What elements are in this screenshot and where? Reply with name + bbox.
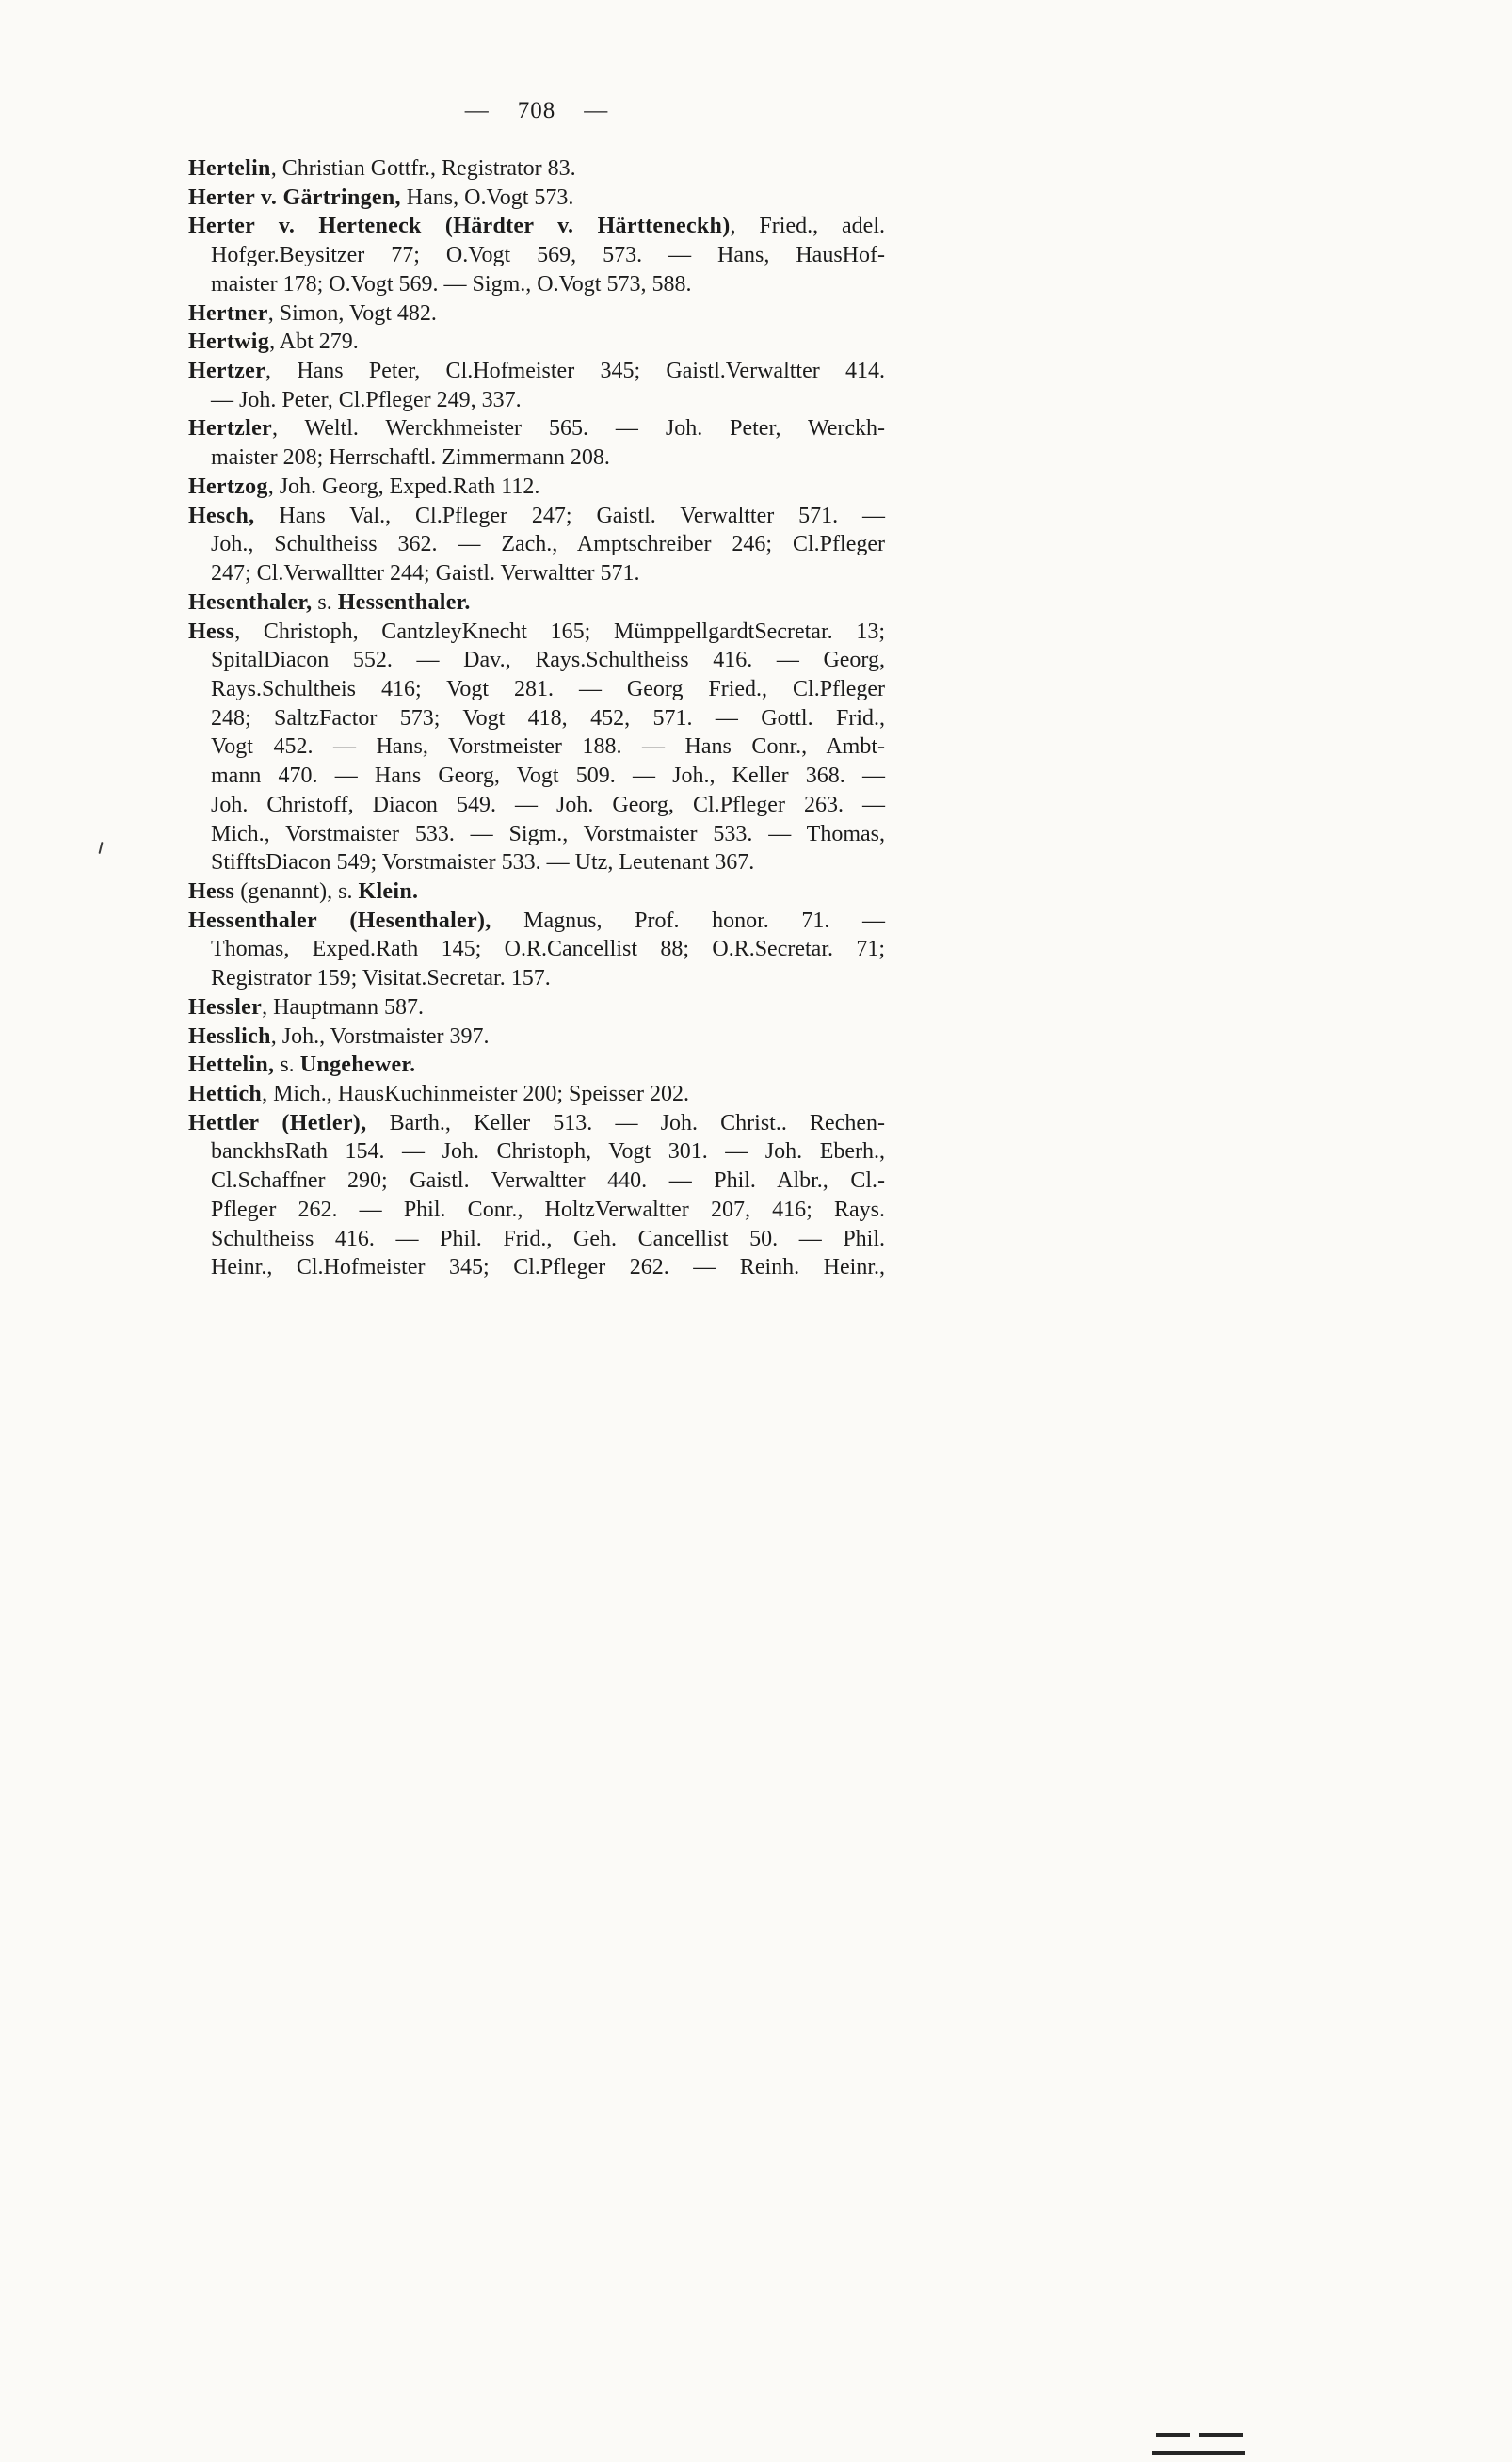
entry-body-text: Cl.Schaffner 290; Gaistl. Verwaltter 440. — Phil. Albr., Cl.- [211, 1168, 885, 1194]
entry-body-text: Schultheiss 416. — Phil. Frid., Geh. Cancellist 50. — Phil. [211, 1226, 885, 1251]
entry-body-text: Pfleger 262. — Phil. Conr., HoltzVerwaltter 207, 416; Rays. [211, 1197, 885, 1222]
index-entry [188, 299, 885, 329]
entry-body-text: s. [312, 589, 338, 615]
entry-name-text: Hettler (Hetler), [188, 1110, 367, 1135]
entry-line [188, 1022, 885, 1052]
entry-name-text: Hertzer [188, 359, 266, 384]
entry-line [188, 299, 885, 329]
entry-name-text: Hessenthaler (Hesenthaler), [188, 908, 491, 933]
entry-line [211, 559, 885, 588]
entry-body-text: Thomas, Exped.Rath 145; O.R.Cancellist 88; O.R.Secretar. 71; [211, 937, 885, 962]
index-entry [188, 212, 885, 298]
margin-stray-mark [98, 842, 103, 854]
entry-name-text: Hertzog [188, 474, 268, 499]
entry-body-text: 247; Cl.Verwalltter 244; Gaistl. Verwaltter 571. [211, 561, 640, 587]
entry-line [188, 588, 885, 618]
entry-body-text: Hans, O.Vogt 573. [400, 185, 574, 210]
entry-body-text: mann 470. — Hans Georg, Vogt 509. — Joh., Keller 368. — [211, 764, 885, 789]
entry-line [188, 993, 885, 1022]
entry-line [188, 618, 885, 647]
entry-body-text: banckhsRath 154. — Joh. Christoph, Vogt 301. — Joh. Eberh., [211, 1139, 885, 1165]
header-dash-right: — [584, 98, 609, 123]
entry-line [188, 357, 885, 386]
entry-line [211, 675, 885, 704]
entry-body-text: SpitalDiacon 552. — Dav., Rays.Schultheiss 416. — Georg, [211, 648, 885, 673]
entry-name-text: Hertelin [188, 156, 271, 181]
entry-line [211, 386, 885, 415]
entry-body-text: , Weltl. Werckhmeister 565. — Joh. Peter, Werckh- [272, 416, 885, 442]
entry-name-text: Klein. [358, 878, 419, 904]
entry-body-text: Barth., Keller 513. — Joh. Christ.. Rechen- [366, 1110, 885, 1135]
page-number: 708 [517, 98, 556, 123]
entry-body-text: , Christian Gottfr., Registrator 83. [270, 156, 576, 181]
entry-line [188, 1051, 885, 1080]
entry-line [188, 473, 885, 502]
entry-line [211, 530, 885, 559]
entry-name-text: Hesch, [188, 503, 255, 528]
index-entry [188, 1109, 885, 1282]
entry-line [211, 241, 885, 270]
entry-name-text: Hettich [188, 1082, 263, 1106]
entry-name-text: Hettelin, [188, 1053, 275, 1078]
entry-name-text: Hessler [188, 994, 263, 1020]
entry-line [188, 328, 885, 357]
entry-body-text: Joh., Schultheiss 362. — Zach., Amptschreiber 246; Cl.Pfleger [211, 532, 885, 557]
cropped-rule-segment [1152, 2451, 1245, 2455]
cropped-rule-segment [1156, 2433, 1190, 2437]
entry-body-text: , Christoph, CantzleyKnecht 165; MümppellgardtSecretar. 13; [234, 619, 885, 644]
entry-name-text: Hess [188, 619, 235, 644]
entry-line [211, 704, 885, 733]
index-entry [188, 907, 885, 993]
entry-body-text: Joh. Christoff, Diacon 549. — Joh. Georg, Cl.Pfleger 263. — [211, 792, 885, 817]
index-entry [188, 588, 885, 618]
entry-line [211, 964, 885, 993]
index-entry [188, 1080, 885, 1109]
index-entry [188, 357, 885, 414]
entry-line [188, 1080, 885, 1109]
entry-body-text: Vogt 452. — Hans, Vorstmeister 188. — Hans Conr., Ambt- [211, 734, 885, 760]
entry-line [211, 762, 885, 791]
entry-line [211, 270, 885, 299]
entries [188, 154, 885, 1282]
entry-line [188, 154, 885, 184]
entry-body-text: , Mich., HausKuchinmeister 200; Speisser 202. [262, 1082, 690, 1106]
entry-body-text: , Hans Peter, Cl.Hofmeister 345; Gaistl.Verwaltter 414. [265, 359, 885, 384]
index-entry [188, 154, 885, 184]
entry-line [188, 212, 885, 241]
entry-body-text: s. [274, 1053, 300, 1078]
page-number-header [188, 98, 885, 124]
index-entry [188, 877, 885, 907]
entry-line [188, 184, 885, 213]
entry-body-text: Rays.Schultheis 416; Vogt 281. — Georg Fried., Cl.Pfleger [211, 676, 885, 701]
entry-line [211, 820, 885, 849]
cropped-rule-segment [1199, 2433, 1243, 2437]
entry-body-text: , Joh. Georg, Exped.Rath 112. [267, 474, 540, 499]
entry-body-text: Hans Val., Cl.Pfleger 247; Gaistl. Verwaltter 571. — [254, 503, 885, 528]
index-entry [188, 1022, 885, 1052]
index-entry [188, 1051, 885, 1080]
header-dash-left: — [464, 98, 490, 123]
entry-line [211, 1137, 885, 1167]
entry-body-text: Magnus, Prof. honor. 71. — [491, 908, 885, 933]
entry-body-text: 248; SaltzFactor 573; Vogt 418, 452, 571. — Gottl. Frid., [211, 705, 885, 731]
index-entry [188, 618, 885, 877]
entry-name-text: Hesenthaler, [188, 589, 313, 615]
entry-name-text: Hesslich [188, 1023, 271, 1049]
entry-body-text: Heinr., Cl.Hofmeister 345; Cl.Pfleger 262. — Reinh. Heinr., [211, 1255, 885, 1280]
entry-line [211, 1225, 885, 1254]
index-entry [188, 473, 885, 502]
entry-line [211, 1253, 885, 1282]
entry-body-text: — Joh. Peter, Cl.Pfleger 249, 337. [211, 387, 522, 412]
entry-line [211, 443, 885, 473]
entry-line [211, 935, 885, 964]
entry-line [211, 1196, 885, 1225]
entry-body-text: , Abt 279. [269, 330, 359, 355]
entry-name-text: Hess [188, 878, 235, 904]
entry-name-text: Hertzler [188, 416, 272, 442]
entry-body-text: , Fried., adel. [730, 214, 885, 239]
entry-body-text: (genannt), s. [234, 878, 359, 904]
index-entry [188, 502, 885, 588]
entry-line [211, 848, 885, 877]
entry-line [188, 414, 885, 443]
entry-body-text: StifftsDiacon 549; Vorstmaister 533. — Utz, Leutenant 367. [211, 850, 755, 876]
entry-name-text: Herter v. Herteneck (Härdter v. Härtteneckh) [188, 214, 731, 239]
entry-body-text: Hofger.Beysitzer 77; O.Vogt 569, 573. — Hans, HausHof- [211, 243, 885, 268]
entry-name-text: Hertner [188, 300, 268, 326]
entry-body-text: , Joh., Vorstmaister 397. [270, 1023, 490, 1049]
entry-body-text: Registrator 159; Visitat.Secretar. 157. [211, 966, 551, 991]
entry-line [188, 907, 885, 936]
entry-name-text: Herter v. Gärtringen, [188, 185, 401, 210]
index-entry [188, 993, 885, 1022]
index-entry [188, 414, 885, 472]
entry-name-text: Hertwig [188, 330, 270, 355]
page-bottom-cropped-rule [1152, 2433, 1247, 2462]
entry-name-text: Hessenthaler. [337, 589, 471, 615]
entry-line [211, 732, 885, 762]
entry-line [211, 646, 885, 675]
entry-line [188, 877, 885, 907]
entry-body-text: , Hauptmann 587. [262, 994, 425, 1020]
entry-line [188, 502, 885, 531]
index-entry [188, 184, 885, 213]
entry-body-text: maister 178; O.Vogt 569. — Sigm., O.Vogt 573, 588. [211, 271, 692, 297]
entry-body-text: Mich., Vorstmaister 533. — Sigm., Vorstmaister 533. — Thomas, [211, 821, 885, 846]
entry-line [188, 1109, 885, 1138]
index-entry [188, 328, 885, 357]
entry-name-text: Ungehewer. [299, 1053, 416, 1078]
entry-body-text: , Simon, Vogt 482. [267, 300, 437, 326]
entry-body-text: maister 208; Herrschaftl. Zimmermann 208. [211, 445, 610, 471]
entry-line [211, 1167, 885, 1196]
entry-line [211, 791, 885, 820]
